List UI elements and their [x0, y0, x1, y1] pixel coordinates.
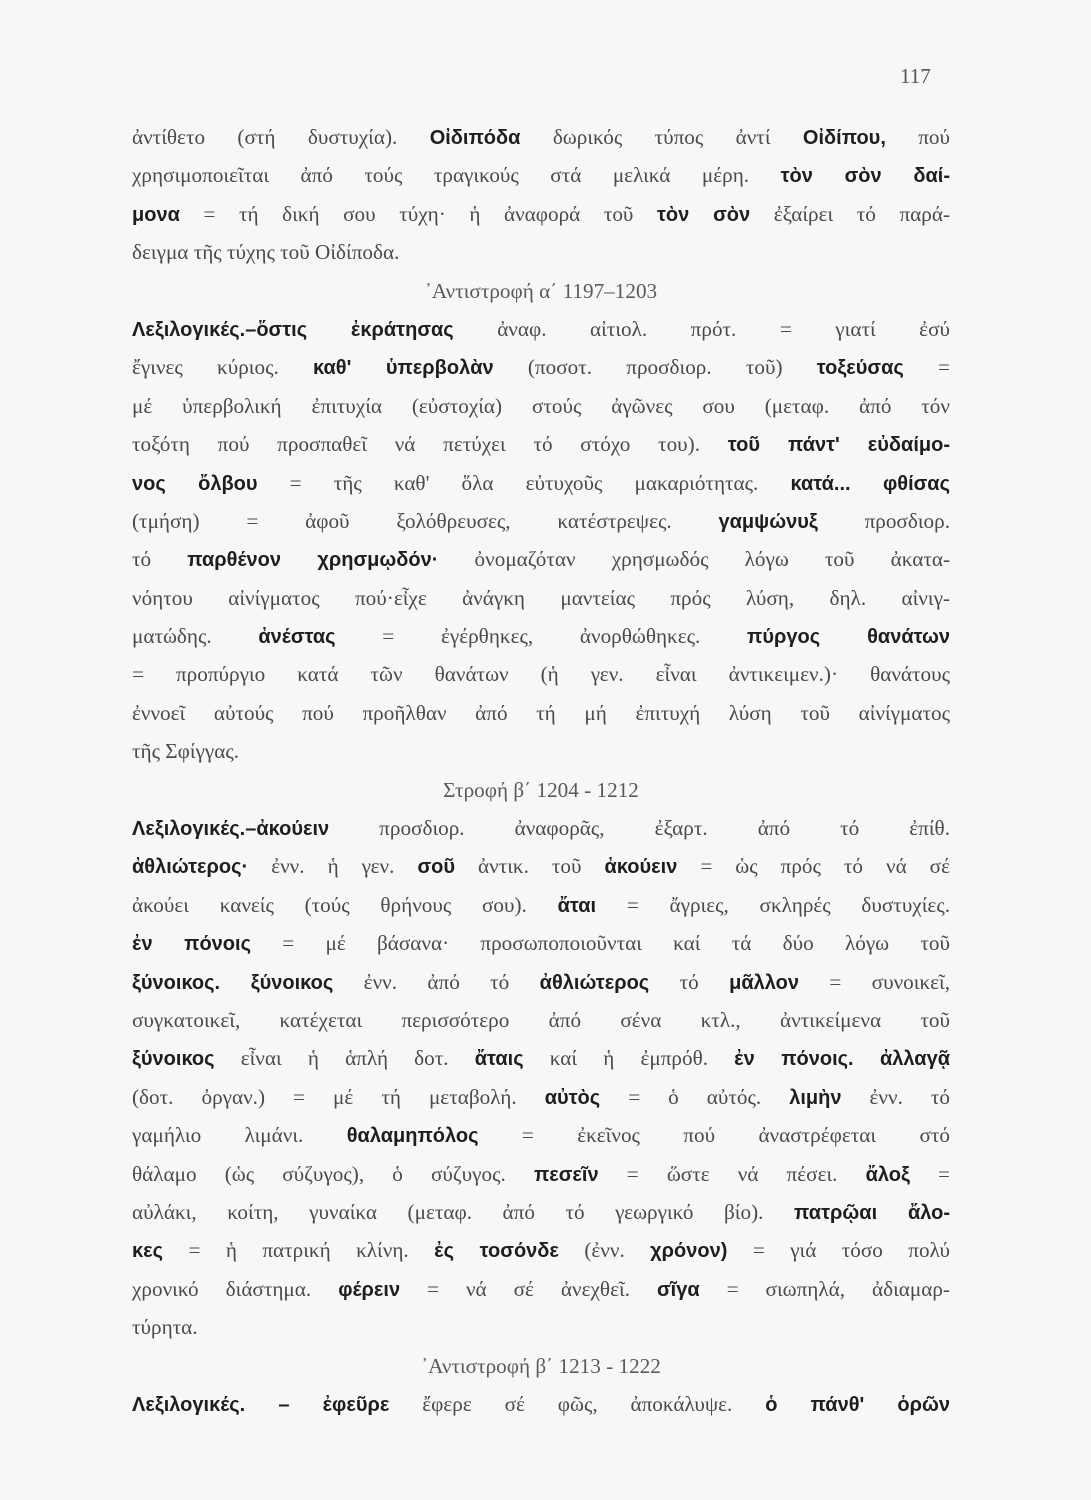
text-run: ἀντικ. τοῦ	[455, 854, 605, 879]
text-line	[132, 387, 950, 425]
text-run: δειγμα τῆς τύχης τοῦ Οἰδίποδα.	[132, 240, 400, 265]
text-run: = μέ βάσανα· προσωποποιοῦνται καί τά δύο λόγω τοῦ	[250, 931, 951, 956]
bold-term: λιμὴν	[789, 1086, 842, 1109]
text-run: = σιωπηλά, ἀδιαμαρ-	[699, 1276, 950, 1301]
text-run: θάλαμο (ὡς σύζυγος), ὁ σύζυγος.	[132, 1161, 534, 1186]
bold-term: Λεξιλογικές.–ὅστις ἐκράτησας	[132, 318, 454, 341]
bold-term: κατά... φθίσας	[790, 472, 951, 495]
bold-term: ξύνοικος	[132, 1048, 215, 1071]
text-run: προσδιορ. ἀναφορᾶς, ἐξαρτ. ἀπό τό ἐπίθ.	[329, 816, 950, 841]
text-run: = νά σέ ἀνεχθεῖ.	[400, 1276, 657, 1301]
bold-term: ἀθλιώτερος	[539, 971, 650, 994]
text-run: =	[903, 355, 950, 380]
text-run: αὐλάκι, κοίτη, γυναίκα (μεταφ. ἀπό τό γεωργικό βίο).	[132, 1199, 795, 1224]
text-run: ματώδης.	[132, 624, 259, 649]
text-line	[132, 502, 950, 540]
text-run: χρονικό διάστημα.	[132, 1276, 339, 1301]
bold-term: ἄταις	[474, 1048, 524, 1071]
text-run: ἀντίθετο (στή δυστυχία).	[132, 125, 430, 149]
text-line	[132, 348, 950, 386]
text-run: προσδιορ.	[817, 508, 951, 533]
text-run: = συνοικεῖ,	[798, 969, 951, 994]
text-line	[132, 425, 950, 463]
text-line	[132, 694, 950, 732]
bold-term: ὁ πάνθ' ὁρῶν	[765, 1393, 950, 1416]
text-run: καί ἡ ἐμπρόθ.	[523, 1046, 735, 1071]
text-run: μέ ὑπερβολική ἐπιτυχία (εὐστοχία) στούς ἀγῶνες σου (μεταφ. ἀπό τόν	[132, 393, 950, 418]
bold-term: Οἰδίπου,	[802, 127, 886, 149]
text-run: νόητου αἰνίγματος πού·εἶχε ἀνάγκη μαντείας πρός λύση, δηλ. αἰνιγ-	[132, 585, 950, 610]
text-run: = ὥστε νά πέσει.	[598, 1161, 866, 1186]
bold-term: τοξεύσας	[816, 357, 904, 380]
text-line	[132, 156, 950, 194]
text-run: = γιά τόσο πολύ	[727, 1238, 950, 1263]
text-line	[132, 1308, 950, 1346]
text-run: τῆς Σφίγγας.	[132, 739, 240, 764]
bold-term: καθ' ὑπερβολὰν	[313, 357, 494, 380]
text-run: ἔγινες κύριος.	[132, 355, 313, 380]
text-line	[132, 886, 950, 924]
bold-term: φέρειν	[338, 1278, 401, 1301]
text-line	[132, 847, 950, 885]
bold-term: Λεξιλογικές.–ἀκούειν	[132, 818, 330, 841]
bold-term: πατρῷαι ἄλο-	[794, 1201, 950, 1224]
text-run: (ἐνν.	[558, 1238, 651, 1263]
bold-term: ἐν πόνοις	[132, 933, 251, 956]
bold-term: ἀθλιώτερος·	[132, 856, 249, 879]
bold-term: μᾶλλον	[729, 971, 799, 994]
text-run: =	[909, 1161, 950, 1186]
text-line	[132, 1270, 950, 1308]
text-run: = τή δική σου τύχη· ἡ ἀναφορά τοῦ	[179, 201, 657, 226]
bold-term: ἐς τοσόνδε	[434, 1240, 559, 1263]
text-line	[132, 924, 950, 962]
text-run: = ἐκεῖνος πού ἀναστρέφεται στό	[478, 1123, 950, 1148]
text-run: γαμήλιο λιμάνι.	[132, 1123, 347, 1148]
bold-term: Λεξιλογικές. – ἐφεῦρε	[132, 1393, 390, 1416]
text-run: τοξότη πού προσπαθεῖ νά πετύχει τό στόχο του).	[132, 432, 728, 457]
text-run: ἀναφ. αἰτιολ. πρότ. = γιατί ἐσύ	[453, 316, 950, 341]
text-run: ἐνν. ἀπό τό	[333, 969, 540, 994]
bold-term: σῖγα	[656, 1278, 700, 1301]
text-run: = προπύργιο κατά τῶν θανάτων (ἡ γεν. εἶναι ἀντικειμεν.)· θανάτους	[132, 662, 950, 687]
text-run: = ἡ πατρική κλίνη.	[163, 1238, 435, 1263]
bold-term: πεσεῖν	[533, 1163, 599, 1186]
text-run: τύρητα.	[132, 1315, 198, 1340]
bold-term: ἄλοξ	[865, 1163, 910, 1186]
text-run: = ὁ αὐτός.	[600, 1084, 790, 1109]
text-run: συγκατοικεῖ, κατέχεται περισσότερο ἀπό σένα κτλ., ἀντικείμενα τοῦ	[132, 1007, 950, 1032]
text-line	[132, 1078, 950, 1116]
bold-term: κες	[132, 1240, 164, 1263]
text-run: (τμήση) = ἀφοῦ ξολόθρευσες, κατέστρεψες.	[132, 508, 719, 533]
text-run: ᾿Αντιστροφή β΄ 1213 - 1222	[421, 1353, 661, 1378]
section-heading	[132, 771, 950, 809]
bold-term: ξύνοικος. ξύνοικος	[132, 971, 334, 994]
text-run: πού	[885, 125, 951, 149]
text-line	[132, 1039, 950, 1077]
bold-term: θαλαμηπόλος	[346, 1125, 479, 1148]
text-line	[132, 732, 950, 770]
text-run: = ὡς πρός τό νά σέ	[677, 854, 951, 879]
section-heading	[132, 272, 950, 310]
text-line	[132, 464, 950, 502]
text-line	[132, 963, 950, 1001]
text-run: ἐξαίρει τό παρά-	[750, 201, 950, 226]
text-line	[132, 118, 950, 156]
text-run: ἀκούει κανείς (τούς θρήνους σου).	[132, 892, 558, 917]
section-heading	[132, 1347, 950, 1385]
bold-term: Οἰδιπόδα	[429, 127, 521, 149]
text-line	[132, 655, 950, 693]
text-line	[132, 809, 950, 847]
bold-term: τὸν σὸν	[657, 203, 751, 226]
text-line	[132, 1385, 950, 1423]
text-run: ἔφερε σέ φῶς, ἀποκάλυψε.	[389, 1391, 766, 1416]
commentary-text	[132, 118, 950, 1423]
text-run: Στροφή β΄ 1204 - 1212	[443, 777, 639, 802]
text-run: εἶναι ἡ ἁπλή δοτ.	[214, 1046, 475, 1071]
text-run: ᾿Αντιστροφή α΄ 1197–1203	[424, 278, 658, 303]
bold-term: χρόνον)	[650, 1240, 728, 1263]
bold-term: τοῦ πάντ' εὐδαίμο-	[727, 434, 951, 457]
bold-term: σοῦ	[417, 856, 455, 879]
bold-term: ἄται	[557, 894, 597, 917]
bold-term: πύργος θανάτων	[747, 626, 950, 649]
text-line	[132, 195, 950, 233]
text-line	[132, 1116, 950, 1154]
text-line	[132, 310, 950, 348]
text-line	[132, 540, 950, 578]
text-run: ὀνομαζόταν χρησμωδός λόγω τοῦ ἀκατα-	[438, 547, 951, 572]
text-line	[132, 1155, 950, 1193]
text-run: ἐνν. τό	[841, 1084, 951, 1109]
bold-term: αὐτὸς	[544, 1086, 601, 1109]
text-run: τό	[132, 547, 188, 572]
text-line	[132, 617, 950, 655]
bold-term: νος ὄλβου	[132, 472, 258, 495]
text-line	[132, 233, 950, 271]
text-line	[132, 579, 950, 617]
bold-term: ἀνέστας	[258, 626, 336, 649]
text-run: (δοτ. ὀργαν.) = μέ τή μεταβολή.	[132, 1084, 545, 1109]
text-line	[132, 1001, 950, 1039]
text-run: ἐννοεῖ αὐτούς πού προῆλθαν ἀπό τή μή ἐπιτυχή λύση τοῦ αἰνίγματος	[132, 700, 950, 725]
text-line	[132, 1231, 950, 1269]
bold-term: ἀκούειν	[604, 856, 678, 879]
bold-term: γαμψώνυξ	[718, 510, 818, 533]
text-run: = ἄγριες, σκληρές δυστυχίες.	[596, 892, 951, 917]
text-line	[132, 1193, 950, 1231]
bold-term: μονα	[132, 203, 180, 226]
text-run: δωρικός τύπος ἀντί	[520, 125, 803, 149]
bold-term: ἐν πόνοις. ἀλλαγᾷ	[734, 1048, 950, 1071]
text-run: τό	[649, 969, 730, 994]
text-run: = τῆς καθ' ὅλα εὐτυχοῦς μακαριότητας.	[257, 470, 791, 495]
text-run: (ποσοτ. προσδιορ. τοῦ)	[493, 355, 817, 380]
text-run: = ἐγέρθηκες, ἀνορθώθηκες.	[335, 624, 748, 649]
text-run: χρησιμοποιεῖται ἀπό τούς τραγικούς στά μελικά μέρη.	[132, 163, 781, 188]
page-number: 117	[900, 64, 931, 88]
bold-term: τὸν σὸν δαί-	[780, 165, 950, 188]
bold-term: παρθένον χρησμῳδόν·	[187, 549, 439, 572]
text-run: ἐνν. ἡ γεν.	[248, 854, 418, 879]
